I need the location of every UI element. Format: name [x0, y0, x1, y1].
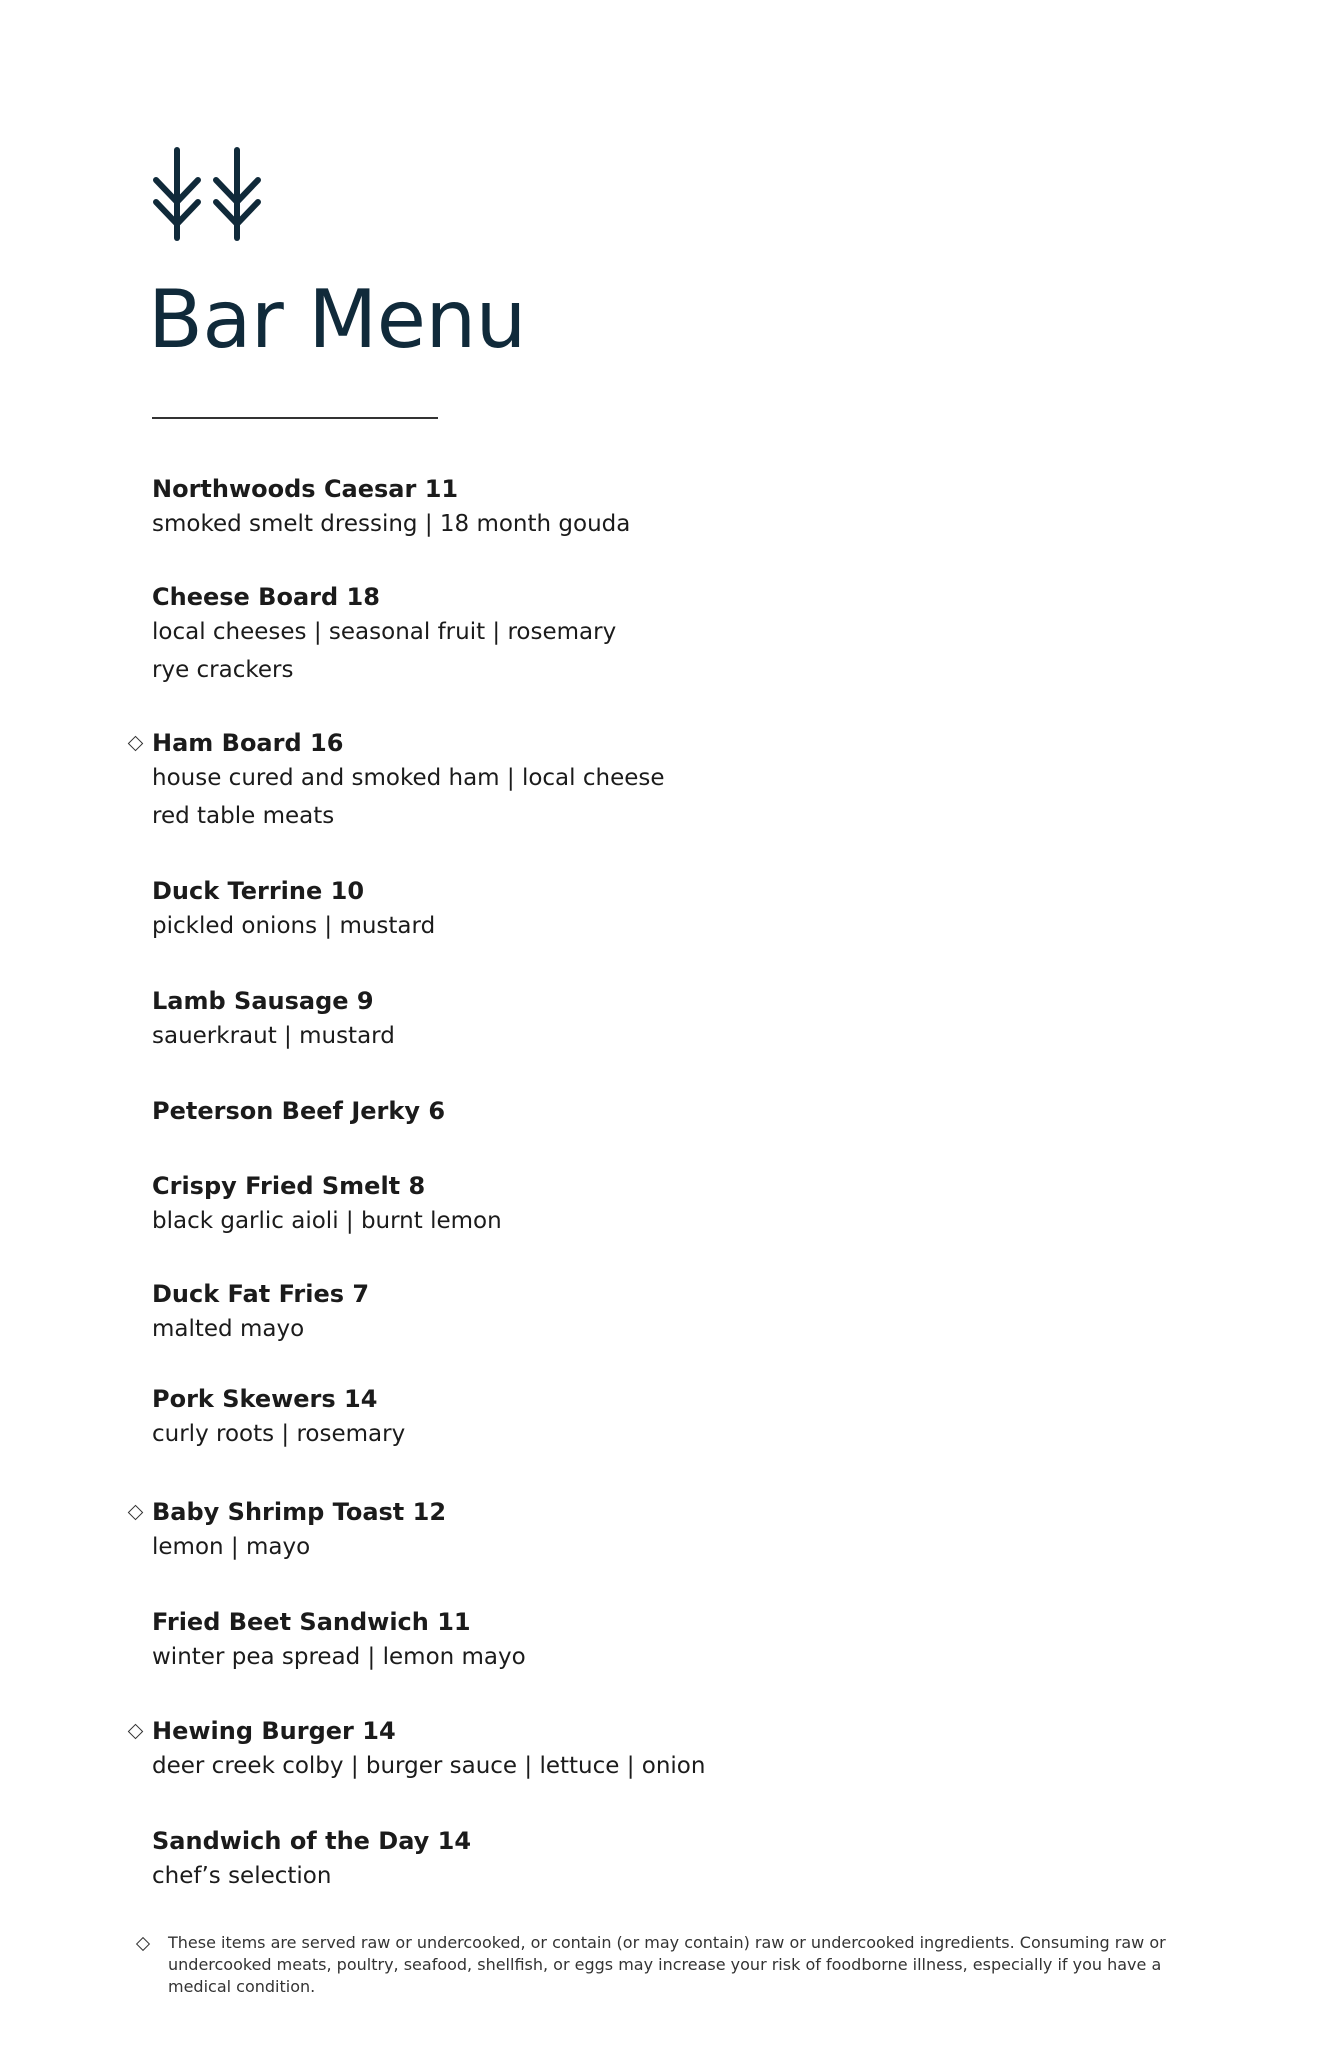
menu-item	[152, 985, 395, 1055]
diamond-icon	[136, 1937, 150, 1951]
item-name: Lamb Sausage 9	[152, 987, 374, 1015]
item-description: winter pea spread | lemon mayo	[152, 1644, 526, 1670]
item-description: curly roots | rosemary	[152, 1421, 406, 1447]
item-name: Duck Terrine 10	[152, 877, 365, 905]
title-divider	[152, 417, 438, 419]
item-description: smoked smelt dressing | 18 month gouda	[152, 511, 631, 537]
item-name: Pork Skewers 14	[152, 1385, 378, 1413]
diamond-icon	[128, 736, 144, 752]
diamond-icon	[128, 1724, 144, 1740]
menu-item	[152, 581, 616, 689]
menu-item	[152, 473, 630, 543]
item-description: red table meats	[152, 803, 335, 829]
item-name: Northwoods Caesar 11	[152, 475, 459, 503]
item-name: Ham Board 16	[152, 729, 344, 757]
item-description: deer creek colby | burger sauce | lettuce | onion	[152, 1753, 706, 1779]
item-description: black garlic aioli | burnt lemon	[152, 1208, 502, 1234]
raw-food-disclaimer	[138, 1932, 1218, 1998]
menu-item	[152, 1170, 502, 1240]
item-description: lemon | mayo	[152, 1534, 311, 1560]
menu-item	[152, 1606, 526, 1676]
page-title: Bar Menu	[148, 273, 526, 366]
item-description: chef’s selection	[152, 1863, 332, 1889]
item-name: Duck Fat Fries 7	[152, 1280, 370, 1308]
menu-item	[152, 1715, 705, 1785]
item-description: malted mayo	[152, 1316, 305, 1342]
item-name: Hewing Burger 14	[152, 1717, 396, 1745]
item-description: sauerkraut | mustard	[152, 1023, 395, 1049]
menu-item	[152, 875, 435, 945]
item-name: Sandwich of the Day 14	[152, 1827, 472, 1855]
menu-item	[152, 1095, 445, 1127]
item-description: pickled onions | mustard	[152, 913, 436, 939]
menu-item	[152, 727, 665, 835]
item-name: Peterson Beef Jerky 6	[152, 1097, 446, 1125]
item-description: house cured and smoked ham | local cheese	[152, 765, 665, 791]
item-name: Cheese Board 18	[152, 583, 380, 611]
item-name: Crispy Fried Smelt 8	[152, 1172, 426, 1200]
logo-icon	[152, 146, 262, 242]
menu-item	[152, 1496, 446, 1566]
disclaimer-text: These items are served raw or undercooked, or contain (or may contain) raw or undercooked ingredients. Consuming raw or undercooked meats, poultry, seafood, shellfish, or eggs may increase your risk of foodborne illness, especially if you have a medical condition.	[168, 1933, 1166, 1996]
item-name: Baby Shrimp Toast 12	[152, 1498, 447, 1526]
menu-item	[152, 1278, 369, 1348]
item-description: rye crackers	[152, 657, 294, 683]
menu-item	[152, 1825, 471, 1895]
item-description: local cheeses | seasonal fruit | rosemary	[152, 619, 617, 645]
diamond-icon	[128, 1505, 144, 1521]
item-name: Fried Beet Sandwich 11	[152, 1608, 471, 1636]
menu-item	[152, 1383, 405, 1453]
